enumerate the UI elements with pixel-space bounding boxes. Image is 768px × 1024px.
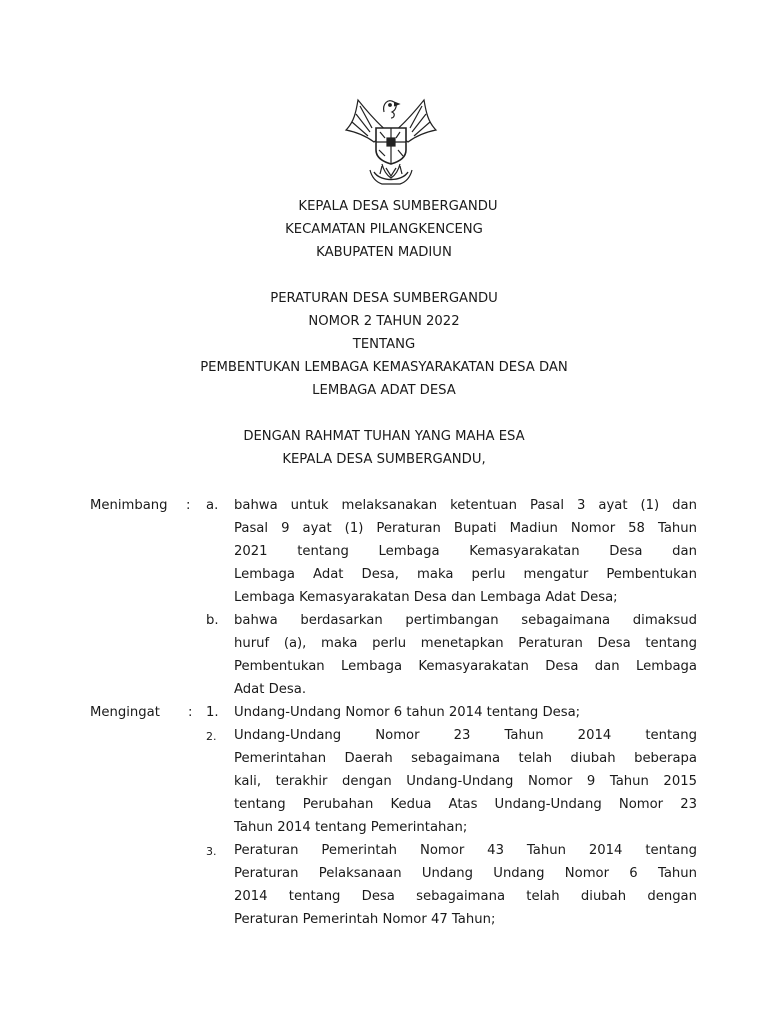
mengingat-marker-2: 2.: [206, 730, 217, 743]
mengingat-label: Mengingat: [90, 705, 160, 720]
menimbang-colon: :: [186, 498, 191, 513]
mengingat-2-line-1: Undang-Undang Nomor 23 Tahun 2014 tentang: [234, 728, 697, 743]
garuda-emblem-icon: [336, 92, 446, 192]
title-line-2: NOMOR 2 TAHUN 2022: [308, 314, 460, 329]
menimbang-b-line-1: bahwa berdasarkan pertimbangan sebagaimana dimaksud: [234, 613, 697, 628]
mengingat-3-line-2: Peraturan Pelaksanaan Undang Undang Nomor 6 Tahun: [234, 866, 697, 881]
menimbang-a-line-5: Lembaga Kemasyarakatan Desa dan Lembaga Adat Desa;: [234, 590, 618, 605]
mengingat-3-line-3: 2014 tentang Desa sebagaimana telah diubah dengan: [234, 889, 697, 904]
menimbang-b-line-4: Adat Desa.: [234, 682, 307, 697]
title-line-3: TENTANG: [352, 337, 416, 352]
mengingat-1-line-1: Undang-Undang Nomor 6 tahun 2014 tentang Desa;: [234, 705, 581, 720]
mengingat-marker-1: 1.: [206, 705, 219, 720]
menimbang-a-line-3: 2021 tentang Lembaga Kemasyarakatan Desa dan: [234, 544, 697, 559]
mengingat-marker-3: 3.: [206, 845, 217, 858]
mengingat-2-line-5: Tahun 2014 tentang Pemerintahan;: [234, 820, 468, 835]
title-line-5: LEMBAGA ADAT DESA: [312, 383, 456, 398]
title-line-4: PEMBENTUKAN LEMBAGA KEMASYARAKATAN DESA DAN: [200, 360, 568, 375]
mengingat-3-line-1: Peraturan Pemerintah Nomor 43 Tahun 2014 tentang: [234, 843, 697, 858]
mengingat-2-line-3: kali, terakhir dengan Undang-Undang Nomor 9 Tahun 2015: [234, 774, 697, 789]
title-line-1: PERATURAN DESA SUMBERGANDU: [270, 291, 498, 306]
menimbang-marker-a: a.: [206, 498, 219, 513]
preamble-line-1: DENGAN RAHMAT TUHAN YANG MAHA ESA: [243, 429, 525, 444]
menimbang-marker-b: b.: [206, 613, 219, 628]
menimbang-b-line-2: huruf (a), maka perlu menetapkan Peraturan Desa tentang: [234, 636, 697, 651]
header-line-1: KEPALA DESA SUMBERGANDU: [298, 199, 498, 214]
menimbang-a-line-4: Lembaga Adat Desa, maka perlu mengatur Pembentukan: [234, 567, 697, 582]
menimbang-b-line-3: Pembentukan Lembaga Kemasyarakatan Desa dan Lembaga: [234, 659, 697, 674]
header-line-3: KABUPATEN MADIUN: [316, 245, 452, 260]
menimbang-a-line-2: Pasal 9 ayat (1) Peraturan Bupati Madiun Nomor 58 Tahun: [234, 521, 697, 536]
preamble-line-2: KEPALA DESA SUMBERGANDU,: [282, 452, 486, 467]
mengingat-2-line-4: tentang Perubahan Kedua Atas Undang-Undang Nomor 23: [234, 797, 697, 812]
mengingat-2-line-2: Pemerintahan Daerah sebagaimana telah diubah beberapa: [234, 751, 697, 766]
menimbang-a-line-1: bahwa untuk melaksanakan ketentuan Pasal 3 ayat (1) dan: [234, 498, 697, 513]
header-line-2: KECAMATAN PILANGKENCENG: [285, 222, 483, 237]
mengingat-3-line-4: Peraturan Pemerintah Nomor 47 Tahun;: [234, 912, 496, 927]
mengingat-colon: :: [188, 705, 193, 720]
menimbang-label: Menimbang: [90, 498, 168, 513]
